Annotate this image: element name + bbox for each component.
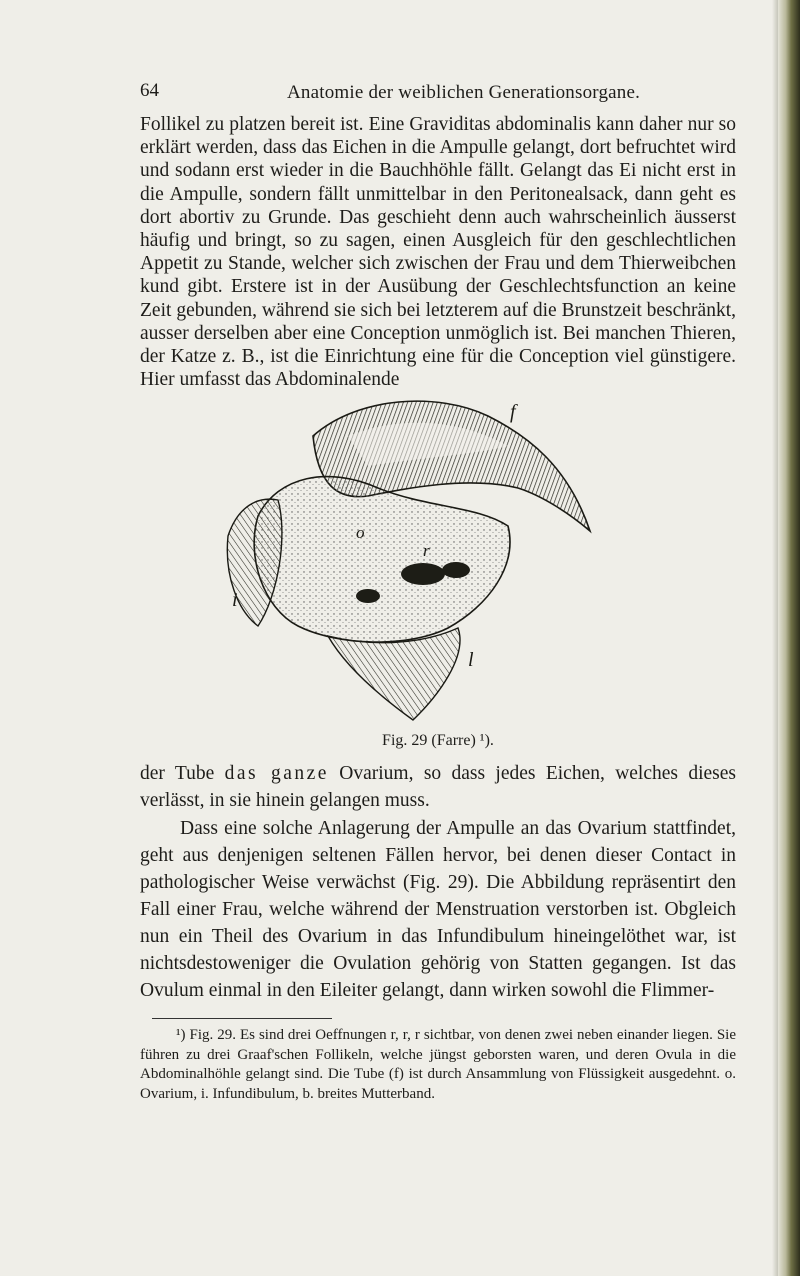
paragraph-3: Dass eine solche Anlagerung der Ampulle an das Ovarium stattfindet, geht aus denjenigen seltenen Fällen hervor, bei denen dieser Contact in pathologischer Weise verwächst (Fig. 29). Die Abbildung repräsentirt den Fall einer Frau, welche während der Menstruation verstorben ist. Obgleich nun ein Theil des Ovarium in das Infundibulum hineingelöthet war, ist nichtsdestoweniger die Ovulation gehörig von Statten gegangen. Ist das Ovulum einmal in den Eileiter gelangt, dann wirken sowohl die Flimmer- [140, 818, 736, 1001]
page-header [0, 80, 800, 110]
paragraph-top: Follikel zu platzen bereit ist. Eine Graviditas abdominalis kann daher nur so erklärt werden, dass das Eichen in die Ampulle gelangt, dort befruchtet wird und sodann erst wieder in die Bauchhöhle fällt. Gelangt das Ei nicht erst in die Ampulle, sondern fällt unmittelbar in den Peritonealsack, dann geht es dort abortiv zu Grunde. Das geschieht denn auch wahrscheinlich äusserst häufig und bringt, so zu sagen, einen Ausgleich für den geschlechtlichen Appetit zu Stande, welcher sich zwischen der Frau und dem Thierweibchen kund gibt. Erstere ist in der Ausübung der Geschlechtsfunction an keine Zeit gebunden, während sie sich bei letzterem auf die Brunstzeit beschränkt, ausser derselben aber eine Conception unmöglich ist. Bei manchen Thieren, der Katze z. B., ist die Einrichtung eine für die Conception viel günstigere. Hier umfasst das Abdominalende [140, 114, 736, 391]
label-i: i [232, 589, 238, 611]
page-number: 64 [140, 80, 159, 101]
footnote [140, 1026, 736, 1104]
footnote-rule [152, 1018, 332, 1019]
running-title: Anatomie der weiblichen Generationsorgane. [287, 82, 641, 103]
paragraph-2 [140, 760, 736, 814]
follicle-opening-1 [401, 563, 445, 585]
anatomical-illustration [218, 396, 598, 726]
follicle-opening-2 [442, 562, 470, 578]
footnote-text: ¹) Fig. 29. Es sind drei Oeffnungen r, r, r sichtbar, von denen zwei neben einander liegen. Sie führen zu drei Graaf'schen Follikeln, welche jüngst geborsten waren, und deren Ovula in die Abdominalhöhle gelangt sind. Die Tube (f) ist durch Ansammlung von Flüssigkeit ausgedehnt. o. Ovarium, i. Infundibulum, b. breites Mutterband. [140, 1027, 736, 1102]
label-r: r [423, 541, 430, 560]
ovarium-shape [254, 477, 510, 642]
label-l: l [468, 649, 474, 671]
figure-caption: Fig. 29 (Farre) ¹). [382, 732, 494, 749]
paragraph-2-after: Ovarium, so dass jedes Eichen, welches dieses verlässt, in sie hinein gelangen muss. [140, 763, 736, 811]
ligament-shape [328, 628, 460, 720]
label-f: f [510, 401, 516, 423]
page-edge-shadow [778, 0, 800, 1276]
paragraph-2-before: der Tube [140, 763, 225, 784]
page-edge-gradient [772, 0, 778, 1276]
follicle-opening-3 [356, 589, 380, 603]
paragraph-2-emphasis: das ganze [224, 763, 329, 784]
label-o: o [356, 523, 365, 542]
